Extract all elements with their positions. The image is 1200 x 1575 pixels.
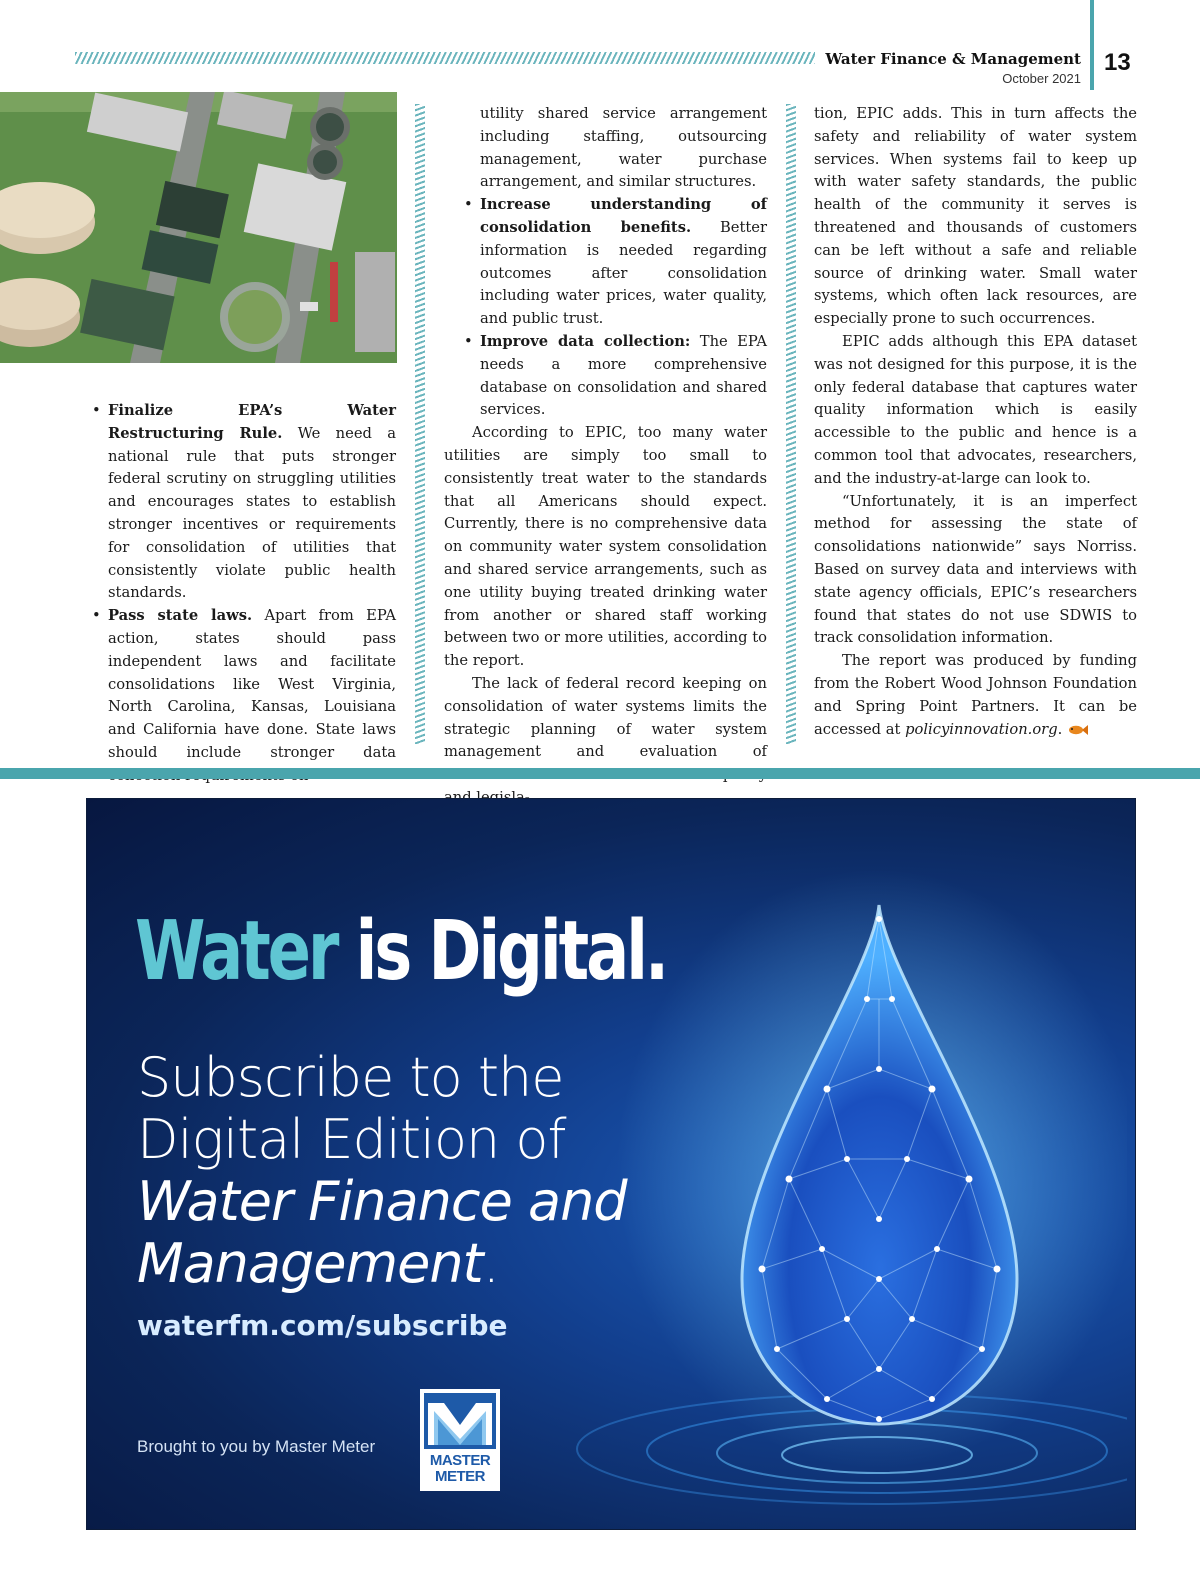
ad-subheadline <box>137 1047 697 1295</box>
recommendation-text: Better information is needed regarding outcomes after consolidation including water prices, water quality, and public trust. <box>480 218 767 328</box>
paragraph <box>814 650 1137 741</box>
column-divider <box>415 104 425 744</box>
aerial-plant-photo <box>0 92 397 363</box>
subscribe-url-link[interactable]: waterfm.com/subscribe <box>137 1309 508 1342</box>
paragraph-text: The report was produced by funding from the Robert Wood Johnson Foundation and Spring Point Partners. It can be accessed at <box>814 652 1137 738</box>
ad-headline-rest: is Digital. <box>336 904 667 999</box>
ad-headline-accent: Water <box>135 904 337 999</box>
ad-sub-line: Management <box>137 1232 483 1295</box>
ad-sub-line: Digital Edition of <box>137 1108 566 1171</box>
master-meter-wordmark <box>420 1453 500 1485</box>
paragraph: “Unfortunately, it is an imperfect method for assessing the state of consolidations nationwide” says Norriss. Based on survey data and interviews with state agency officials, EPIC’s researchers found that states do not use SDWIS to track consolidation information. <box>814 492 1137 647</box>
paragraph: tion, EPIC adds. This in turn affects the safety and reliability of water system services. When systems fail to keep up with water safety standards, the public health of the community it serves is threatened and thousands of customers can be left without a safe and reliable source of drinking water. Small water systems, which often lack resources, are especially prone to such occurrences. <box>814 105 1137 328</box>
page-number: 13 <box>1104 49 1131 76</box>
header-hatch-bar <box>75 52 815 64</box>
ad-sub-line: Water Finance and <box>137 1170 627 1233</box>
recommendation-title: Increase understanding of consolidation benefits. <box>480 196 767 236</box>
publication-name: Water Finance & Management <box>825 50 1081 68</box>
ad-divider-bar <box>0 768 1200 779</box>
recommendation-text: The EPA needs a more comprehensive database on consolidation and shared services. <box>480 332 767 419</box>
recommendation-title: Improve data collection: <box>480 332 691 350</box>
article-column-3 <box>814 103 1137 741</box>
ad-sub-line: Subscribe to the <box>137 1046 564 1109</box>
paragraph: According to EPIC, too many water utilities are simply too small to consistently treat water to the standards that all Americans should expect. Currently, there is no comprehensive data on community water system consolidation and shared service arrangements, such as one utility buying treated drinking water from another or shared staff working between two or more utilities, according to the report. <box>444 424 767 670</box>
article-column-1 <box>90 400 396 788</box>
website-link[interactable]: policyinnovation.org <box>905 720 1058 738</box>
recommendation-title: Finalize EPA’s Water Restructuring Rule. <box>108 402 396 442</box>
recommendation-item <box>90 605 396 787</box>
ad-sub-period: . <box>482 1232 499 1295</box>
column-divider <box>786 104 796 744</box>
article-column-2 <box>444 103 767 810</box>
issue-date: October 2021 <box>1002 71 1081 86</box>
recommendation-item <box>90 400 396 605</box>
recommendation-item <box>462 331 767 422</box>
ad-headline <box>135 904 667 999</box>
recommendation-continuation: utility shared service arrangement including staffing, outsourcing management, water purchase arrangement, and similar structures. <box>480 105 767 191</box>
logo-line: METER <box>435 1468 485 1485</box>
header-vertical-rule <box>1090 0 1094 90</box>
recommendation-title: Pass state laws. <box>108 607 253 625</box>
logo-line: MASTER <box>429 1452 491 1469</box>
subscription-advertisement[interactable] <box>86 798 1136 1530</box>
goldfish-end-mark-icon <box>1066 724 1088 736</box>
paragraph: The lack of federal record keeping on consolidation of water systems limits the strategic planning of water system management and evaluation of <box>444 674 767 761</box>
master-meter-logo <box>420 1389 500 1491</box>
paragraph: EPIC adds although this EPA dataset was not designed for this purpose, it is the only federal database that captures water quality information which is easily accessible to the public and hence is a common tool that advocates, researchers, and the industry-at-large can look to. <box>814 332 1137 487</box>
paragraph-end: . <box>1057 720 1063 738</box>
aerial-water-treatment-plant-icon <box>0 92 397 363</box>
master-meter-m-icon <box>420 1389 500 1453</box>
recommendation-text: Apart from EPA action, states should pass independent laws and facilitate consolidations like West Virginia, North Carolina, Kansas, Louisiana and California have done. State laws should include stronger data <box>108 607 396 761</box>
recommendation-text: We need a national rule that puts stronger federal scrutiny on struggling utilities and encourages states to establish stronger incentives or requirements for consolidation of utilities that consistently violate public health standards. <box>108 424 396 602</box>
sponsor-credit: Brought to you by Master Meter <box>137 1437 376 1456</box>
recommendation-item <box>462 194 767 331</box>
